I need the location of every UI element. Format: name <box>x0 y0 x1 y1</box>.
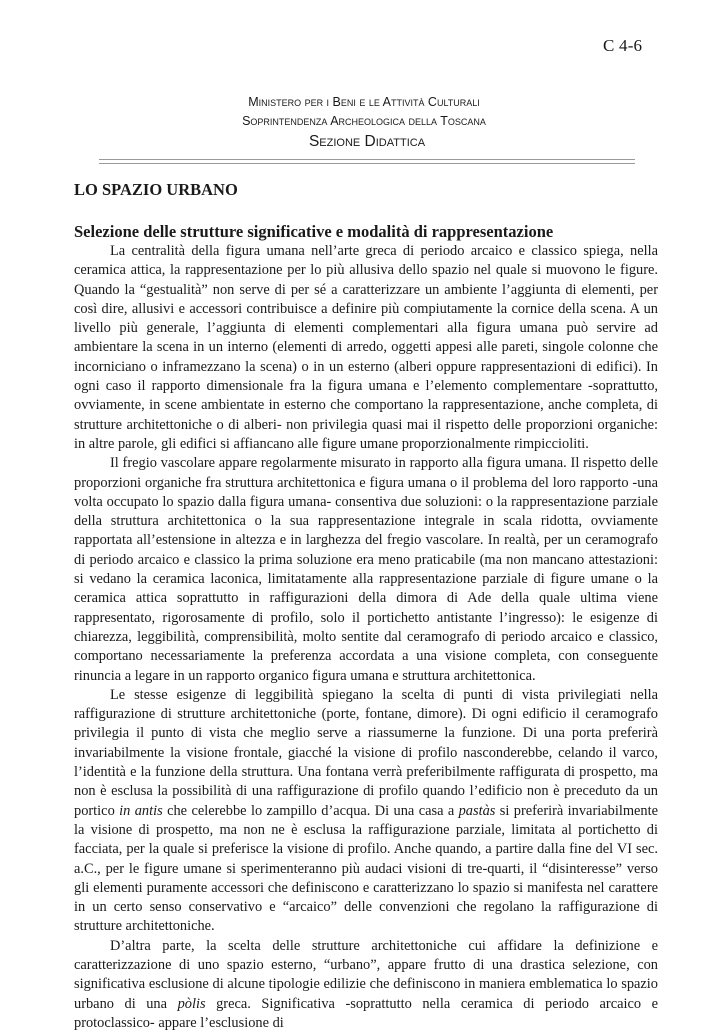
paragraph-3-text-b: che celerebbe lo zampillo d’acqua. Di una casa a <box>162 802 459 819</box>
paragraph-4-text-b: greca. Significativa -soprattutto nella ceramica di periodo arcaico e protoclassico- appare l’esclusione di <box>74 995 659 1031</box>
paragraph-4-italic-polis: pòlis <box>177 995 206 1012</box>
page-title: LO SPAZIO URBANO <box>74 180 238 199</box>
header-divider-bottom <box>99 163 635 164</box>
paragraph-4-text-a: D’altra parte, la scelta delle strutture architettoniche cui affidare la definizione e caratterizzazione di uno spazio esterno, “urbano”, appare frutto di una drastica selezione, con significativa esclusione di alcune tipologie edilizie che definiscono in maniera emblematica lo spazio urbano di una <box>74 937 658 1012</box>
paragraph-2: Il fregio vascolare appare regolarmente misurato in rapporto alla figura umana. Il rispetto delle proporzioni organiche fra struttura architettonica e figura umana o il problema del loro rapporto -una volta occupato lo spazio dalla figura umana- consentiva due soluzioni: o la rappresentazione parziale della struttura architettonica o la sua rappresentazione integrale in scala ridotta, ovviamente rapportata all’estensione in altezza e in larghezza del fregio vascolare. In realtà, per un ceramografo di periodo arcaico e classico la prima soluzione era meno praticabile (ma non mancano attestazioni: si vedano la ceramica laconica, limitatamente alla rappresentazione parziale di figure umane o la ceramica attica soprattutto in raffigurazioni della dimora di Ade della quale ultima viene rappresentato, rigorosamente di profilo, solo il portichetto antistante l’ingresso): le esigenze di chiarezza, leggibilità, comprensibilità, molto sentite dal ceramografo di periodo arcaico e classico, comportano necessariamente la preferenza accordata a una visione completa, con conseguente rinuncia a legare in un rapporto organico figura umana e struttura architettonica. <box>74 455 658 684</box>
ministry-name: Ministero per i Beni e le Attività Culturali <box>248 95 480 109</box>
body-text <box>74 242 658 1033</box>
paragraph-3 <box>74 686 658 937</box>
paragraph-3-italic-pastas: pastàs <box>458 802 496 819</box>
soprintendenza-name: Soprintendenza Archeologica della Toscana <box>242 114 486 128</box>
header-divider-top <box>99 159 635 160</box>
section-heading: Selezione delle strutture significative e modalità di rappresentazione <box>74 222 554 241</box>
document-code: C 4-6 <box>603 36 643 55</box>
paragraph-3-italic-in-antis: in antis <box>119 802 163 819</box>
paragraph-3-text-c: si preferirà invariabilmente la visione di prospetto, ma non ne è esclusa la raffigurazione parziale, limitata al portichetto di facciata, per la quale si preferisce la visione di profilo. Anche quando, a partire dalla fine del VI sec. a.C., per le figure umane si sperimenteranno più audaci visioni di tre-quarti, il “disinteresse” verso gli elementi puramente accessori che definiscono e caratterizzano lo spazio si manifesta nel carattere in un certo senso conservativo e “arcaico” delle convenzioni che regolano la raffigurazione di strutture architettoniche. <box>74 802 658 935</box>
paragraph-1: La centralità della figura umana nell’arte greca di periodo arcaico e classico spiega, nella ceramica attica, la rappresentazione per lo più allusiva dello spazio nel quale si muovono le figure. Quando la “gestualità” non serve di per sé a caratterizzare un ambiente l’aggiunta di elementi, per così dire, allusivi e accessori contribuisce a definire più compiutamente la cornice della scena. A un livello più generale, l’aggiunta di elementi complementari alla figura umana può servire ad ambientare la scena in un interno (elementi di arredo, oggetti appesi alle pareti, singole colonne che incorniciano o inframezzano la scena) o in un esterno (alberi oppure rappresentazioni di edifici). In ogni caso il rapporto dimensionale fra la figura umana e l’elemento complementare -soprattutto, ovviamente, in scene ambientate in esterno che comportano la rappresentazione, anche completa, di strutture architettoniche o di alberi- non privilegia quasi mai il rispetto delle proporzioni organiche: in altre parole, gli edifici si affiancano alle figure umane proporzionalmente rimpiccioliti. <box>74 243 658 452</box>
institution-header <box>0 93 724 152</box>
paragraph-4 <box>74 937 658 1033</box>
section-name: Sezione Didattica <box>308 133 426 150</box>
paragraph-3-text-a: Le stesse esigenze di leggibilità spiegano la scelta di punti di vista privilegiati nella raffigurazione di strutture architettoniche (porte, fontane, dimore). Di ogni edificio il ceramografo privilegia il punto di vista che meglio serve a riassumerne la funzione. Di una porta preferirà invariabilmente la visione frontale, giacché la visione di profilo nasconderebbe, celando il varco, l’identità e la funzione della struttura. Una fontana verrà preferibilmente raffigurata di prospetto, ma non è esclusa la possibilità di una raffigurazione di profilo quando l’edificio non è preceduto da un portico <box>74 686 658 819</box>
